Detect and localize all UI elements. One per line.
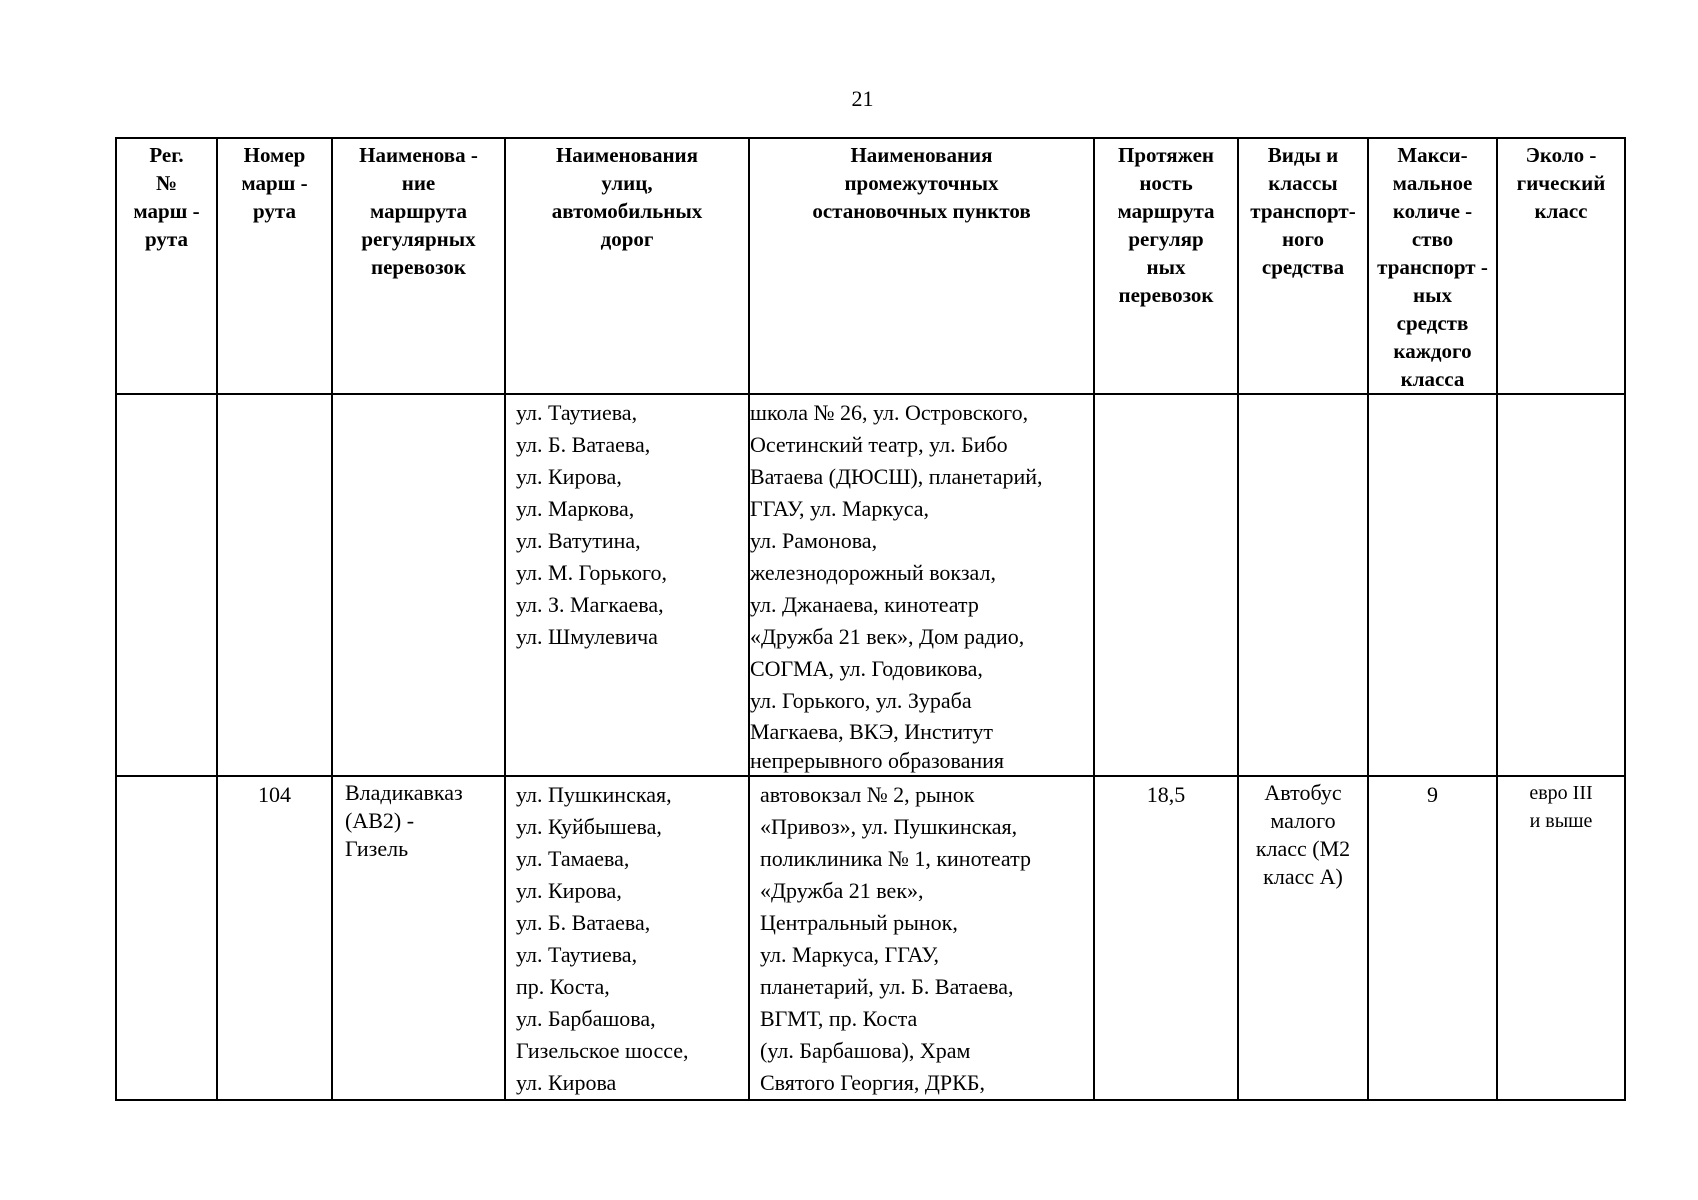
cell-vehicle-class [1238,394,1368,776]
cell-line: ул. Кирова, [516,464,622,489]
cell-line: ул. Маркова, [516,496,635,521]
header-max-count [1368,138,1497,394]
cell-line: ул. Рамонова, [750,528,878,553]
cell-line: ул. Маркуса, ГГАУ, [760,942,939,967]
cell-line: ул. Таутиева, [516,400,638,425]
header-line: Рег. [149,143,184,167]
table-row [116,776,1625,1100]
header-line: Номер [243,143,306,167]
header-line: рута [145,227,188,251]
cell-line: ул. М. Горького, [516,560,667,585]
cell-line: класс (М2 [1255,836,1351,861]
header-stops [749,138,1094,394]
cell-length [1094,394,1238,776]
cell-length: 18,5 [1094,776,1238,1100]
cell-line: ул. Таутиева, [516,942,638,967]
header-line: гический [1516,171,1606,195]
cell-line: «Дружба 21 век», [760,878,924,903]
cell-line: планетарий, ул. Б. Ватаева, [760,974,1014,999]
cell-line: ул. Кирова, [516,878,622,903]
header-line: ство [1411,227,1454,251]
header-line: маршрута [1117,199,1215,223]
cell-line: «Дружба 21 век», Дом радио, [750,624,1025,649]
header-line: регуляр [1128,227,1204,251]
cell-route-number: 104 [217,776,332,1100]
cell-line: «Привоз», ул. Пушкинская, [760,814,1018,839]
cell-line: ул. Джанаева, кинотеатр [750,592,979,617]
cell-line: Гизель [345,836,409,861]
cell-line: школа № 26, ул. Островского, [750,400,1029,425]
cell-line: поликлиника № 1, кинотеатр [760,846,1032,871]
cell-line: ул. Б. Ватаева, [516,432,651,457]
header-line: остановочных пунктов [812,199,1031,223]
header-line: ного [1281,227,1325,251]
header-line: ных [1146,255,1186,279]
cell-max-count [1368,394,1497,776]
header-line: каждого [1393,339,1472,363]
header-line: рута [253,199,296,223]
cell-line: ул. Кирова [516,1070,617,1095]
cell-line: и выше [1529,810,1593,832]
table-row [116,394,1625,776]
cell-line: ул. Куйбышева, [516,814,662,839]
header-line: Наименования [850,143,993,167]
page-number: 21 [851,86,874,111]
cell-line: (ул. Барбашова), Храм [760,1038,971,1063]
cell-max-count: 9 [1368,776,1497,1100]
header-line: марш - [133,199,200,223]
header-line: № [155,171,178,195]
header-length [1094,138,1238,394]
cell-line: малого [1270,808,1336,833]
cell-route-name [332,394,505,776]
cell-stops [749,394,1094,776]
header-route-number [217,138,332,394]
cell-line: ул. Тамаева, [516,846,630,871]
header-row [116,138,1625,394]
header-line: мальное [1392,171,1473,195]
header-line: автомобильных [551,199,703,223]
cell-streets [505,394,749,776]
header-line: количе - [1392,199,1473,223]
cell-reg-number [116,776,217,1100]
cell-line: автовокзал № 2, рынок [760,782,975,807]
header-line: Виды и [1267,143,1339,167]
cell-line: железнодорожный вокзал, [750,560,996,585]
header-line: средства [1261,255,1345,279]
cell-line: (АВ2) - [345,808,415,833]
cell-line: ул. Горького, ул. Зураба [750,688,972,713]
cell-eco-class [1497,394,1625,776]
header-line: класс [1534,199,1588,223]
header-line: ние [401,171,436,195]
header-line: Эколо - [1525,143,1597,167]
header-line: марш - [241,171,308,195]
cell-vehicle-class [1238,776,1368,1100]
cell-line: ул. Б. Ватаева, [516,910,651,935]
cell-route-name [332,776,505,1100]
cell-line: непрерывного образования [750,748,1005,773]
header-line: транспорт - [1377,255,1488,279]
cell-stops [749,776,1094,1100]
cell-line: Осетинский театр, ул. Бибо [750,432,1008,457]
cell-line: Святого Георгия, ДРКБ, [760,1070,985,1095]
cell-eco-class [1497,776,1625,1100]
cell-line: Ватаева (ДЮСШ), планетарий, [750,464,1043,489]
header-line: Наименова - [359,143,478,167]
cell-line: Центральный рынок, [760,910,958,935]
cell-line: ул. Шмулевича [516,624,658,649]
header-line: Протяжен [1117,143,1214,167]
cell-streets [505,776,749,1100]
header-line: класса [1400,367,1465,391]
header-line: средств [1396,311,1469,335]
header-line: улиц, [601,171,653,195]
header-line: дорог [600,227,654,251]
header-streets [505,138,749,394]
header-vehicle-class [1238,138,1368,394]
header-line: промежуточных [844,171,999,195]
header-line: ных [1413,283,1452,307]
cell-line: Владикавказ [345,780,463,805]
cell-reg-number [116,394,217,776]
header-line: маршрута [369,199,468,223]
cell-line: Гизельское шоссе, [516,1038,689,1063]
header-line: регулярных [361,227,476,251]
header-route-name [332,138,505,394]
header-line: Наименования [555,143,699,167]
cell-line: ГГАУ, ул. Маркуса, [750,496,929,521]
cell-line: ул. З. Магкаева, [516,592,664,617]
cell-line: ул. Ватутина, [516,528,641,553]
header-line: ность [1139,171,1193,195]
header-line: транспорт- [1250,199,1356,223]
cell-line: пр. Коста, [516,974,610,999]
cell-line: класс А) [1263,864,1343,889]
cell-line: Магкаева, ВКЭ, Институт [750,719,993,744]
cell-line: евро III [1529,782,1593,804]
cell-line: ул. Пушкинская, [516,782,672,807]
header-line: классы [1268,171,1338,195]
cell-line: ВГМТ, пр. Коста [760,1006,918,1031]
header-line: Макси- [1397,143,1468,167]
header-line: перевозок [370,255,467,279]
cell-line: СОГМА, ул. Годовикова, [750,656,983,681]
cell-line: ул. Барбашова, [516,1006,656,1031]
header-reg-number [116,138,217,394]
header-line: перевозок [1118,283,1214,307]
cell-route-number [217,394,332,776]
cell-line: Автобус [1264,780,1342,805]
header-eco-class [1497,138,1625,394]
routes-table [115,137,1626,1101]
